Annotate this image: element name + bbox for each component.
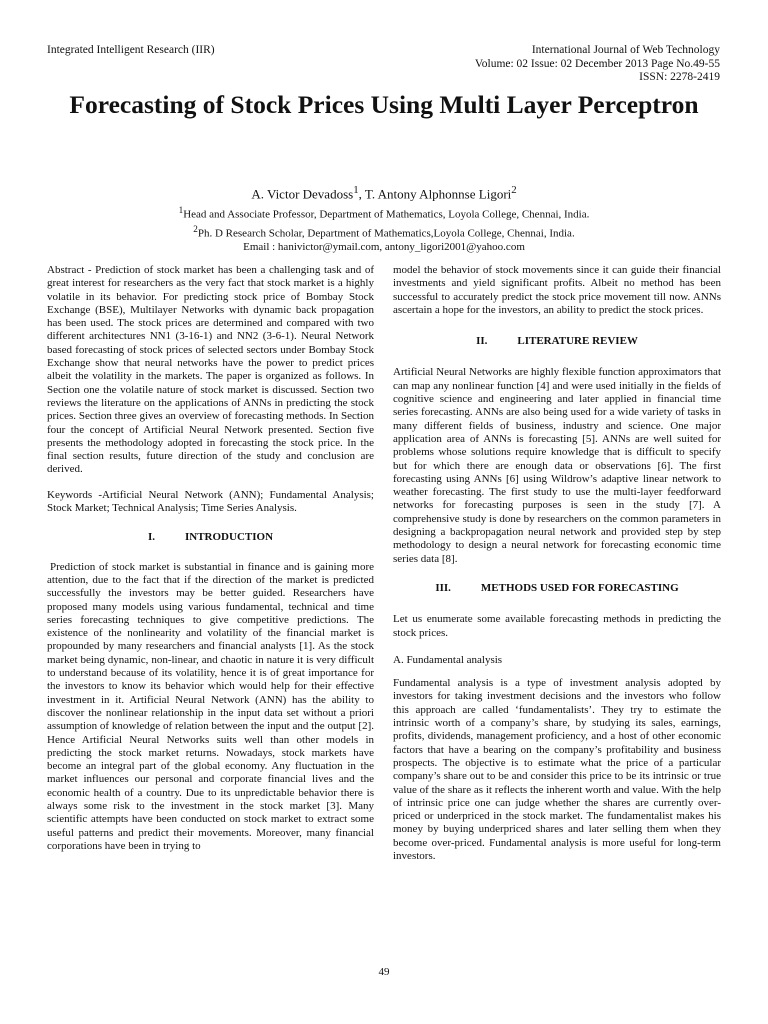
right-column — [393, 264, 721, 863]
introduction-text: Prediction of stock market is substantial in finance and is gaining more attention, due to the fact that if the direction of the market is predicted successfully the investors may be better guided. Researchers have proposed many models using various fundamental, technical and time series forecasting techniques to give competitive predictions. The existence of the nonlinearity and volatility of the financial market is propounded by many researchers and financial analysts [1]. As the stock market being dynamic, non-linear, and chaotic in nature it is very difficult to understand because of its volatility, hence it is of great importance for the investors to know its behavior which would help for their effective investment in it. Artificial Neural Network (ANN) has the ability to discover the nonlinear relationship in the input data set without a priori assumption of knowledge of relation between the input and the output [2]. Hence Artificial Neural Networks suits well than other models in predicting the stock market returns. Nowadays, stock markets have become an integral part of the global economy. Any fluctuation in the market influences our personal and corporate financial lives and the economic health of a country. Due to its unpredictable behavior there is always some risk to the investment in the stock market [3]. Many scientific attempts have been conducted on stock market to extract some useful patterns and predict their movements. Moreover, many financial corporations have been in trying to — [47, 560, 374, 852]
left-column — [47, 264, 374, 853]
section-title: INTRODUCTION — [185, 531, 274, 544]
fundamental-analysis-text: Fundamental analysis is a type of investment analysis adopted by investors for taking investment decisions and the investors who follow this approach are called ‘fundamentalists’. They try to estimate the intrinsic worth of a company’s share, by studying its sales, earnings, profits, dividends, management proficiency, and a host of other economic factors that have a bearing on the company’s profitability and business prospects. The objective is to estimate what the price of a particular company’s share out to be and consider this price to be its intrinsic or true value of the share as it reflects the inherent worth and value. With the help of intrinsic price one can judge whether the shares are currently over-priced or underpriced in the stock market. The fundamentalist makes his money by buying underpriced shares and later selling them when they become over-priced. Fundamental analysis is more useful for long-term investors. — [393, 677, 721, 862]
affiliation-1-sup: 1 — [178, 205, 184, 215]
affiliation-2-sup: 2 — [193, 223, 198, 234]
abstract: Abstract - Prediction of stock market has been a challenging task and of great interest for researchers as the very fact that stock market is a highly volatile in its behavior. For predicting stock price of Bombay Stock Exchange (BSE), Multilayer Networks with dynamic back propagation has been used. The stock prices are determined and compared with two different architectures NN1 (3-16-1) and NN2 (3-6-1). Neural Network based forecasting of stock prices of selected sectors under Bombay Stock Exchange show that neural networks have the power to predict prices albeit the volatility in the markets. The paper is organized as follows. In Section one the volatile nature of stock market is discussed. Section two reviews the literature on the applications of ANNs in predicting the stock prices. Section three gives an overview of forecasting methods. In Section four the concept of Artificial Neural Network presented. Section five presents the methodology adopted in forecasting the stock price. In the final section results, future direction of the study and conclusion are derived. — [47, 264, 374, 476]
section-number: III. — [435, 581, 451, 594]
email-line: Email : hanivictor@ymail.com, antony_ligori2001@yahoo.com — [243, 241, 525, 254]
section-title: LITERATURE REVIEW — [517, 335, 638, 348]
keywords: Keywords -Artificial Neural Network (ANN); Fundamental Analysis; Stock Market; Technical Analysis; Time Series Analysis. — [47, 488, 374, 515]
affiliation-1-text: Head and Associate Professor, Department of Mathematics, Loyola College, Chennai, India. — [183, 208, 590, 221]
author-separator: , — [358, 186, 365, 202]
affiliation-1 — [0, 203, 768, 222]
journal-volume: Volume: 02 Issue: 02 December 2013 Page No.49-55 — [474, 57, 720, 70]
affiliation-2-text: Ph. D Research Scholar, Department of Mathematics,Loyola College, Chennai, India. — [197, 227, 575, 240]
literature-review-text: Artificial Neural Networks are highly flexible function approximators that can map any nonlinear function [4] and were used initially in the fields of cognitive science and engineering and later applied in financial time series forecasting. ANNs are also being used for a wide variety of tasks in many different fields of business, industry and science. One major application area of ANNs is forecasting [5]. ANNs are well suited for problems whose solutions require knowledge that is difficult to specify but for which there are enough data or observations [6]. The first forecasting using ANNs [6] using Wildrow’s adaptive linear network to weather forecasting. The first study to use the multi-layer feedforward networks for forecasting purposes is seen in the study [7]. A comprehensive study is done by researchers on the common parameters in designing a backpropagation neural network and provided step by step methodology to design a neural network for forecasting economic time series data [8]. — [393, 366, 721, 565]
subsection-heading-fundamental-analysis: A. Fundamental analysis — [393, 653, 503, 666]
page-number: 49 — [378, 966, 390, 978]
journal-info — [475, 44, 720, 85]
section-number: I. — [147, 531, 155, 544]
section-heading-introduction — [47, 531, 374, 544]
section-heading-methods — [393, 582, 721, 595]
introduction-continued: model the behavior of stock movements since it can guide their financial investments and yield significant profits. Albeit no method has been successful to accurately predict the stock price movement till now. ANNs ascertain a hope for the investors, an ability to predict the stock prices. — [393, 264, 721, 316]
author-2: T. Antony Alphonnse Ligori — [364, 186, 512, 202]
affiliations — [0, 203, 768, 254]
journal-issn: ISSN: 2278-2419 — [639, 71, 720, 83]
affiliation-2 — [0, 222, 768, 241]
author-list — [0, 184, 768, 202]
author-2-sup: 2 — [511, 184, 517, 196]
journal-name: International Journal of Web Technology — [531, 44, 720, 56]
paper-title: Forecasting of Stock Prices Using Multi Layer Perceptron — [69, 90, 699, 119]
section-heading-literature-review — [393, 335, 721, 348]
section-title: METHODS USED FOR FORECASTING — [480, 581, 679, 594]
section-number: II. — [476, 335, 488, 348]
journal-publisher: Integrated Intelligent Research (IIR) — [47, 44, 215, 56]
methods-text: Let us enumerate some available forecasting methods in predicting the stock prices. — [393, 613, 721, 639]
author-1: A. Victor Devadoss — [251, 186, 354, 202]
author-1-sup: 1 — [353, 184, 359, 196]
